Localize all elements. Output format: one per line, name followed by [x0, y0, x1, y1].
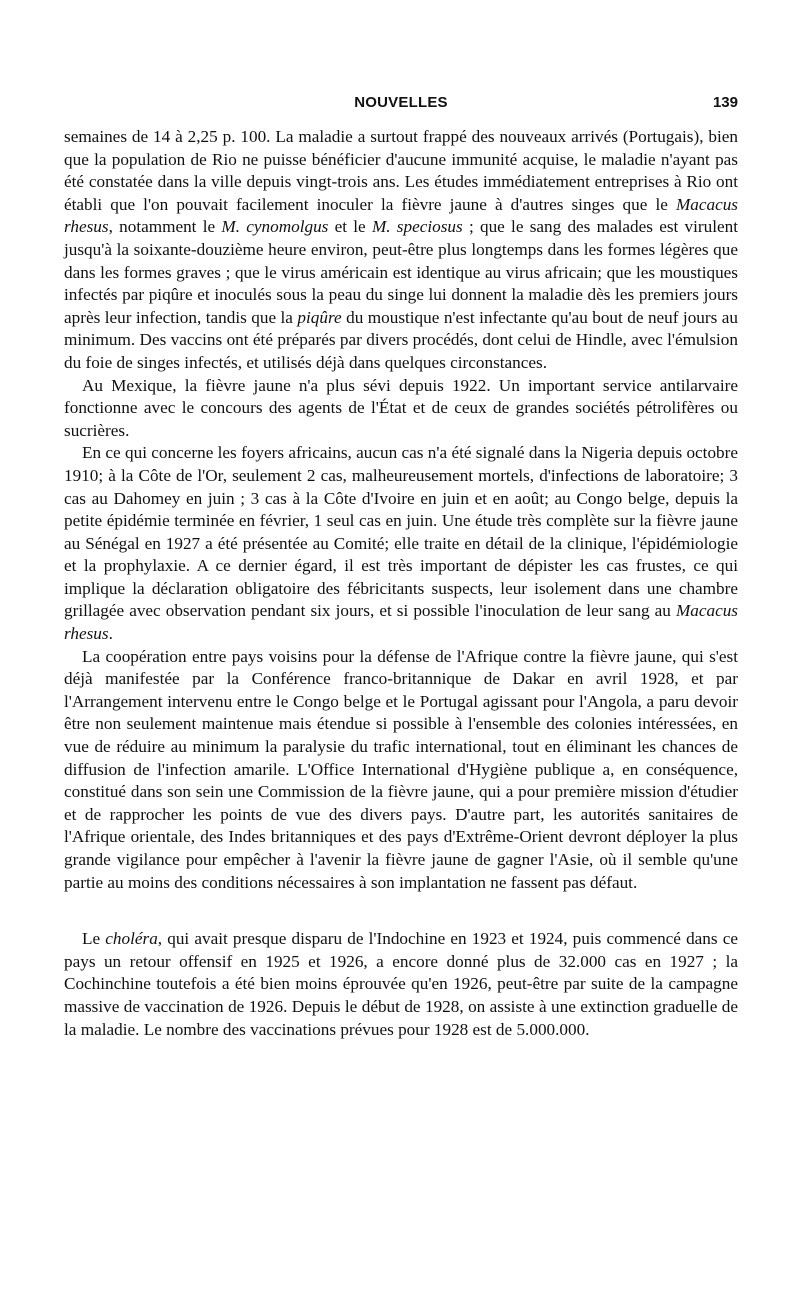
text-run: Au Mexique, la fièvre jaune n'a plus sévi depuis 1922. Un important service antilarvaire fonctionne avec le concours des agents de l'État et de ceux de grandes sociétés pétrolifères ou sucrières. — [64, 375, 738, 440]
text-run: et le — [328, 217, 372, 237]
italic-term: M. cynomolgus — [221, 217, 329, 237]
paragraph-cholera — [64, 928, 738, 1041]
paragraph-mexico — [64, 375, 738, 443]
paragraph-cooperation — [64, 646, 738, 895]
paragraph-african-foci — [64, 442, 738, 645]
text-run: du moustique n'est infectante qu'au bout de neuf jours au minimum. Des vaccins ont été préparés par divers procédés, dont celui de Hindle, avec l'émulsion du foie de singes infectés, et utilisés déjà dans quelques circonstances. — [64, 307, 738, 372]
text-run: . — [108, 624, 113, 644]
running-header — [64, 94, 738, 116]
text-run: semaines de 14 à 2,25 p. 100. La maladie a surtout frappé des nouveaux arrivés (Portugais), bien que la population de Rio ne puisse bénéficier d'aucune immunité acquise, le maladie n'ayant pas été constatée dans la ville depuis vingt-trois ans. Les études immédiatement entreprises à Rio ont établi que l'on pouvait facilement inoculer la fièvre jaune à d'autres singes que le — [64, 127, 738, 214]
italic-term: Macacus rhesus — [64, 194, 738, 237]
italic-term: choléra — [105, 929, 158, 949]
text-run: Le — [82, 929, 106, 949]
page-header-title: NOUVELLES — [354, 94, 448, 111]
article-body — [64, 126, 738, 1041]
text-run: La coopération entre pays voisins pour la défense de l'Afrique contre la fièvre jaune, qui s'est déjà manifestée par la Conférence franco-britannique de Dakar en avril 1928, et par l'Arrangement intervenu entre le Congo belge et le Portugal agissant pour l'Angola, a paru devoir être non seulement maintenue mais étendue si possible à l'ensemble des colonies intéressées, en vue de réduire au minimum la paralysie du trafic international, tout en éliminant les chances de diffusion de l'infection amarile. L'Office International d'Hygiène publique a, en conséquence, constitué dans son sein une Commission de la fièvre jaune, qui a pour première mission d'étudier et de rapprocher les points de vue des divers pays. D'autre part, les autorités sanitaires de l'Afrique orientale, des Indes britanniques et des pays d'Extrême-Orient devront déployer la plus grande vigilance pour empêcher à l'avenir la fièvre jaune de gagner l'Asie, où il semble qu'une partie au moins des conditions nécessaires à son implantation ne fassent pas défaut. — [64, 646, 738, 892]
text-run: , notamment le — [108, 217, 222, 237]
italic-term: M. speciosus — [371, 217, 463, 237]
italic-term: piqûre — [297, 307, 342, 327]
page-number: 139 — [712, 94, 738, 111]
text-run: ; que le sang des malades est virulent jusqu'à la soixante-douzième heure environ, peut-être plus longtemps dans les formes légères que dans les formes graves ; que le virus américain est identique au virus africain; que les moustiques infectés par piqûre et inoculés sous la peau du singe lui donnent la maladie dès les premiers jours après leur infection, tandis que la — [64, 217, 739, 327]
italic-term: Macacus rhesus — [64, 601, 738, 644]
text-run: En ce qui concerne les foyers africains, aucun cas n'a été signalé dans la Nigeria depuis octobre 1910; à la Côte de l'Or, seulement 2 cas, malheureusement mortels, d'infections de laboratoire; 3 cas au Dahomey en juin ; 3 cas à la Côte d'Ivoire en juin et en août; au Congo belge, depuis la petite épidémie terminée en février, 1 seul cas en juin. Une étude très complète sur la fièvre jaune au Sénégal en 1927 a été présentée au Comité; elle traite en détail de la clinique, l'épidémiologie et la prophylaxie. A ce dernier égard, il est très important de dépister les cas frustes, ce qui implique la déclaration obligatoire des fébricitants suspects, leur isolement dans une chambre grillagée avec observation pendant six jours, et si possible l'inoculation de leur sang au — [64, 443, 738, 621]
text-run: , qui avait presque disparu de l'Indochine en 1923 et 1924, puis commencé dans ce pays un retour offensif en 1925 et 1926, a encore donné plus de 32.000 cas en 1927 ; la Cochinchine toutefois a été bien moins éprouvée qu'en 1926, peut-être par suite de la campagne massive de vaccination de 1926. Depuis le début de 1928, on assiste à une extinction graduelle de la maladie. Le nombre des vaccinations prévues pour 1928 est de 5.000.000. — [64, 929, 738, 1039]
paragraph-rio-yellow-fever — [64, 126, 738, 375]
